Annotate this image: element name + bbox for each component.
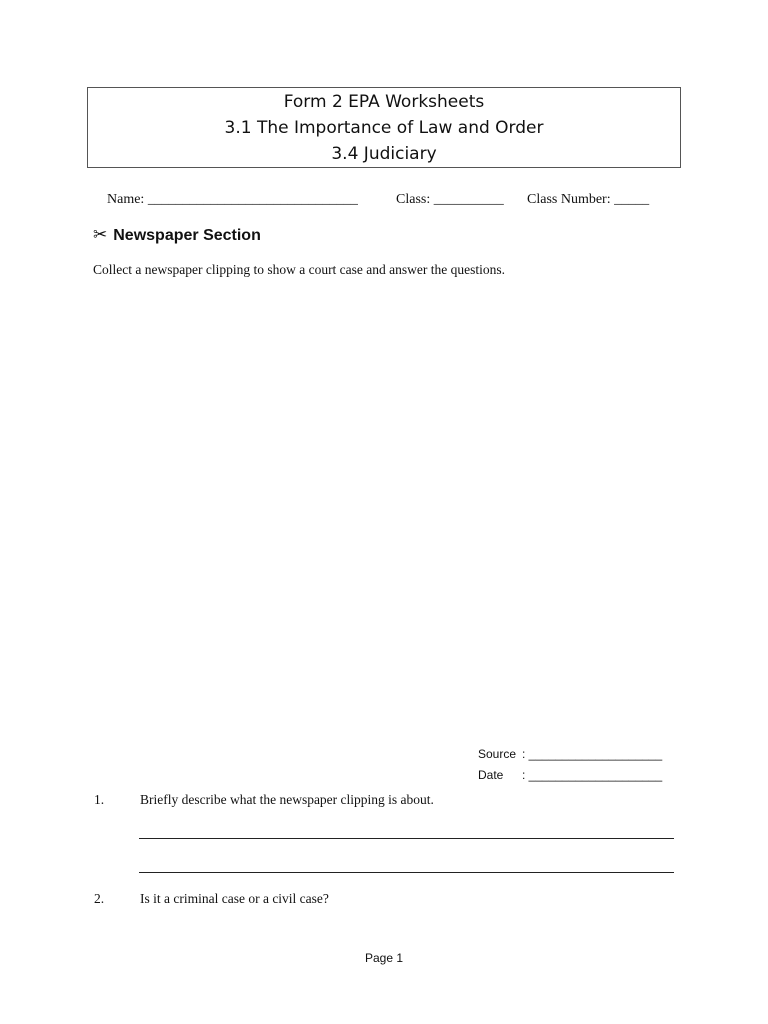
title-box <box>87 87 681 168</box>
section-instruction: Collect a newspaper clipping to show a court case and answer the questions. <box>93 262 506 277</box>
question-1-text: Briefly describe what the newspaper clipping is about. <box>140 792 434 807</box>
source-line <box>478 747 662 761</box>
date-line <box>478 768 662 782</box>
section-heading <box>93 225 261 245</box>
date-field[interactable]: : ____________________ <box>522 768 663 782</box>
answer-line[interactable] <box>139 838 674 839</box>
question-1-number: 1. <box>94 792 105 807</box>
name-field[interactable]: Name: ______________________________ <box>107 192 358 207</box>
answer-line[interactable] <box>139 872 674 873</box>
section-title: Newspaper Section <box>113 227 261 244</box>
source-field[interactable]: : ____________________ <box>522 747 663 761</box>
topic-title: 3.1 The Importance of Law and Order <box>224 118 544 138</box>
source-label: Source <box>478 747 517 761</box>
worksheet-title: Form 2 EPA Worksheets <box>283 92 485 112</box>
date-label: Date <box>478 768 504 782</box>
subtopic-title: 3.4 Judiciary <box>331 144 437 164</box>
class-number-field[interactable]: Class Number: _____ <box>527 192 650 207</box>
scissors-icon: ✂ <box>93 225 108 245</box>
question-2-number: 2. <box>94 891 105 906</box>
question-2-text: Is it a criminal case or a civil case? <box>140 891 329 906</box>
page-number: Page 1 <box>364 951 404 965</box>
class-field[interactable]: Class: __________ <box>396 192 504 207</box>
